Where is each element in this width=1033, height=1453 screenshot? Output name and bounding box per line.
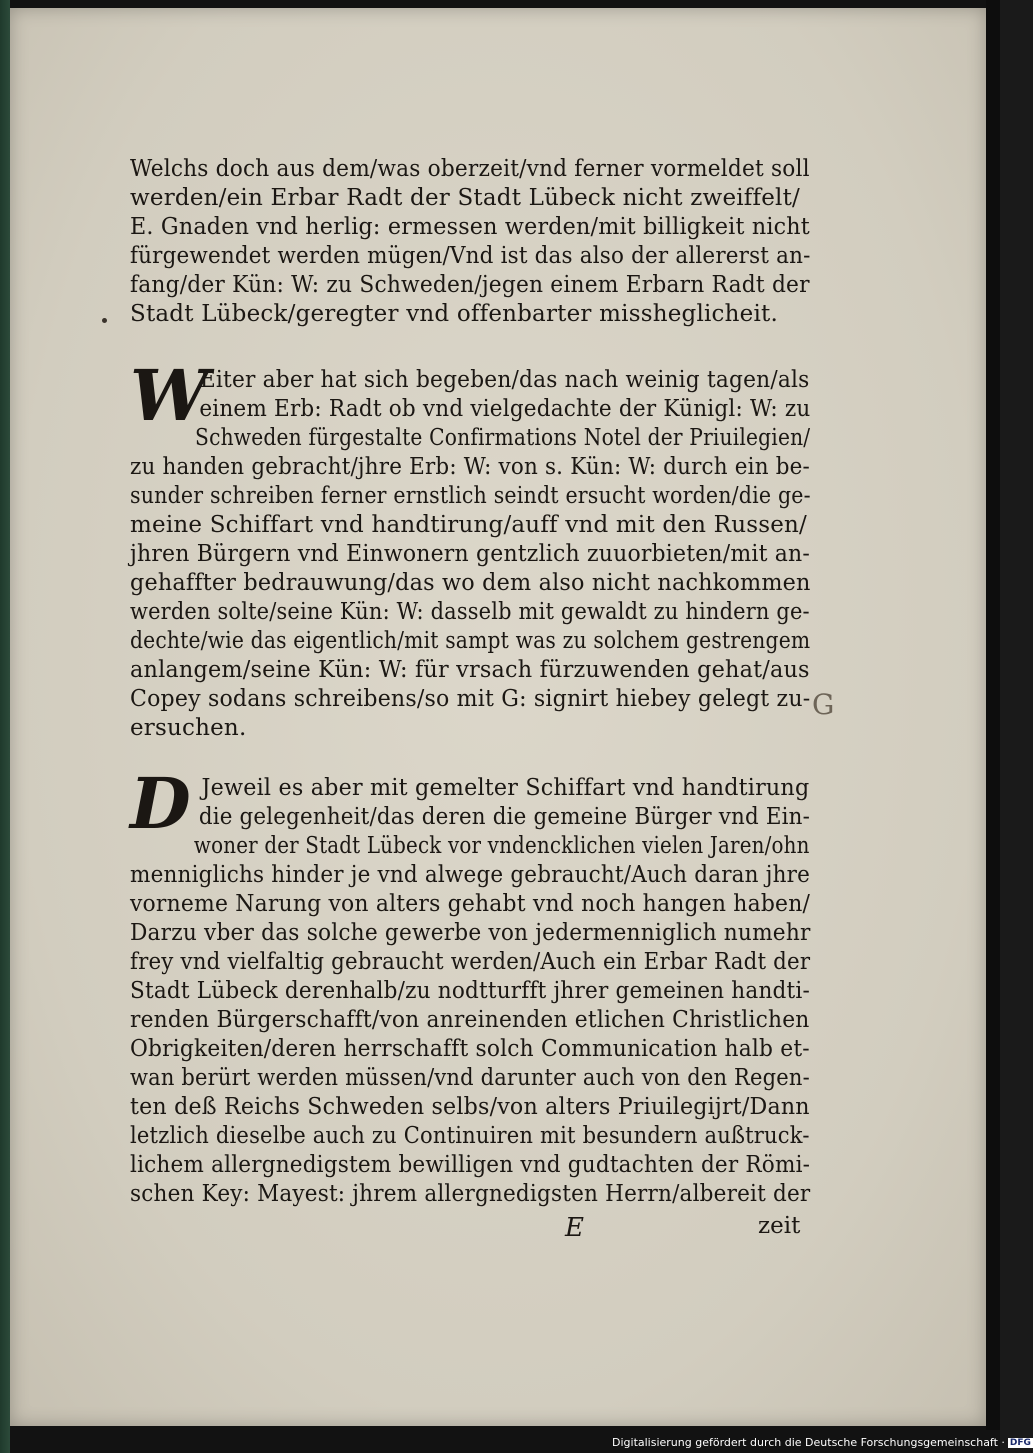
signature-mark: E: [565, 1213, 584, 1243]
text-line: Copey sodans schreibens/so mit G: signirt hiebey gelegt zu-: [130, 686, 811, 712]
footer-text: Digitalisierung gefördert durch die Deutsche Forschungsgemeinschaft ·: [612, 1436, 1005, 1449]
catchword: zeit: [758, 1213, 801, 1239]
text-line: werden/ein Erbar Radt der Stadt Lübeck nicht zweiffelt/: [130, 185, 800, 211]
text-line: dechte/wie das eigentlich/mit sampt was zu solchem gestrengem: [130, 628, 811, 654]
text-line: einem Erb: Radt ob vnd vielgedachte der Künigl: W: zu: [199, 396, 811, 422]
book-cover-edge: [0, 0, 10, 1453]
text-line: Welchs doch aus dem/was oberzeit/vnd ferner vormeldet soll: [130, 156, 810, 182]
text-line: ten deß Reichs Schweden selbs/von alters Priuilegijrt/Dann: [130, 1094, 810, 1120]
drop-cap-initial: D: [130, 762, 191, 845]
text-line: Eiter aber hat sich begeben/das nach weinig tagen/als: [199, 367, 810, 393]
scan-right-edge: [986, 0, 1000, 1430]
text-line: schen Key: Mayest: jhrem allergnedigsten Herrn/albereit der: [130, 1181, 811, 1207]
text-line: die gelegenheit/das deren die gemeine Bürger vnd Ein-: [198, 804, 811, 830]
dfg-logo: DFG: [1009, 1438, 1031, 1448]
text-line: fang/der Kün: W: zu Schweden/jegen einem Erbarn Radt der: [130, 272, 810, 298]
paragraph-2: [130, 354, 811, 743]
text-line: vorneme Narung von alters gehabt vnd noch hangen haben/: [130, 891, 811, 917]
text-line: Obrigkeiten/deren herrschafft solch Communication halb et-: [130, 1036, 810, 1062]
text-line: Darzu vber das solche gewerbe von jedermenniglich numehr: [130, 920, 811, 946]
text-line: fürgewendet werden mügen/Vnd ist das also der allererst an-: [130, 243, 811, 269]
text-line: meine Schiffart vnd handtirung/auff vnd mit den Russen/: [130, 512, 807, 538]
paragraph-1: [130, 155, 810, 329]
text-line: Schweden fürgestalte Confirmations Notel der Priuilegien/: [195, 425, 811, 451]
text-line: gehaffter bedrauwung/das wo dem also nicht nachkommen: [130, 570, 811, 596]
text-line: lichem allergnedigstem bewilligen vnd gudtachten der Römi-: [130, 1152, 811, 1178]
text-line: werden solte/seine Kün: W: dasselb mit gewaldt zu hindern ge-: [130, 599, 810, 625]
text-line: sunder schreiben ferner ernstlich seindt ersucht worden/die ge-: [130, 483, 811, 509]
text-line: Jeweil es aber mit gemelter Schiffart vnd handtirung: [201, 775, 810, 801]
text-line: anlangem/seine Kün: W: für vrsach fürzuwenden gehat/aus: [130, 657, 810, 683]
text-line: Stadt Lübeck/geregter vnd offenbarter missheglicheit.: [130, 301, 778, 327]
text-line: jhren Bürgern vnd Einwonern gentzlich zuuorbieten/mit an-: [130, 541, 811, 567]
text-line: menniglichs hinder je vnd alwege gebraucht/Auch daran jhre: [130, 862, 811, 888]
text-line: zu handen gebracht/jhre Erb: W: von s. Kün: W: durch ein be-: [130, 454, 810, 480]
page-text: [130, 155, 811, 1207]
text-line: ersuchen.: [130, 715, 247, 741]
drop-cap-initial: W: [130, 354, 209, 437]
text-line: renden Bürgerschafft/von anreinenden etlichen Christlichen: [130, 1007, 810, 1033]
text-line: letzlich dieselbe auch zu Continuiren mit besundern außtruck-: [130, 1123, 810, 1149]
digitization-footer: [612, 1436, 1033, 1449]
text-line: woner der Stadt Lübeck vor vndencklichen vielen Jaren/ohn: [193, 833, 810, 859]
text-line: Stadt Lübeck derenhalb/zu nodtturfft jhrer gemeinen handti-: [130, 978, 810, 1004]
text-line: wan berürt werden müssen/vnd darunter auch von den Regen-: [130, 1065, 810, 1091]
margin-dot: [102, 318, 107, 323]
paragraph-3: [130, 762, 811, 1209]
text-line: frey vnd vielfaltig gebraucht werden/Auch ein Erbar Radt der: [130, 949, 811, 975]
margin-signature: G: [812, 688, 835, 721]
text-line: E. Gnaden vnd herlig: ermessen werden/mit billigkeit nicht: [130, 214, 810, 240]
